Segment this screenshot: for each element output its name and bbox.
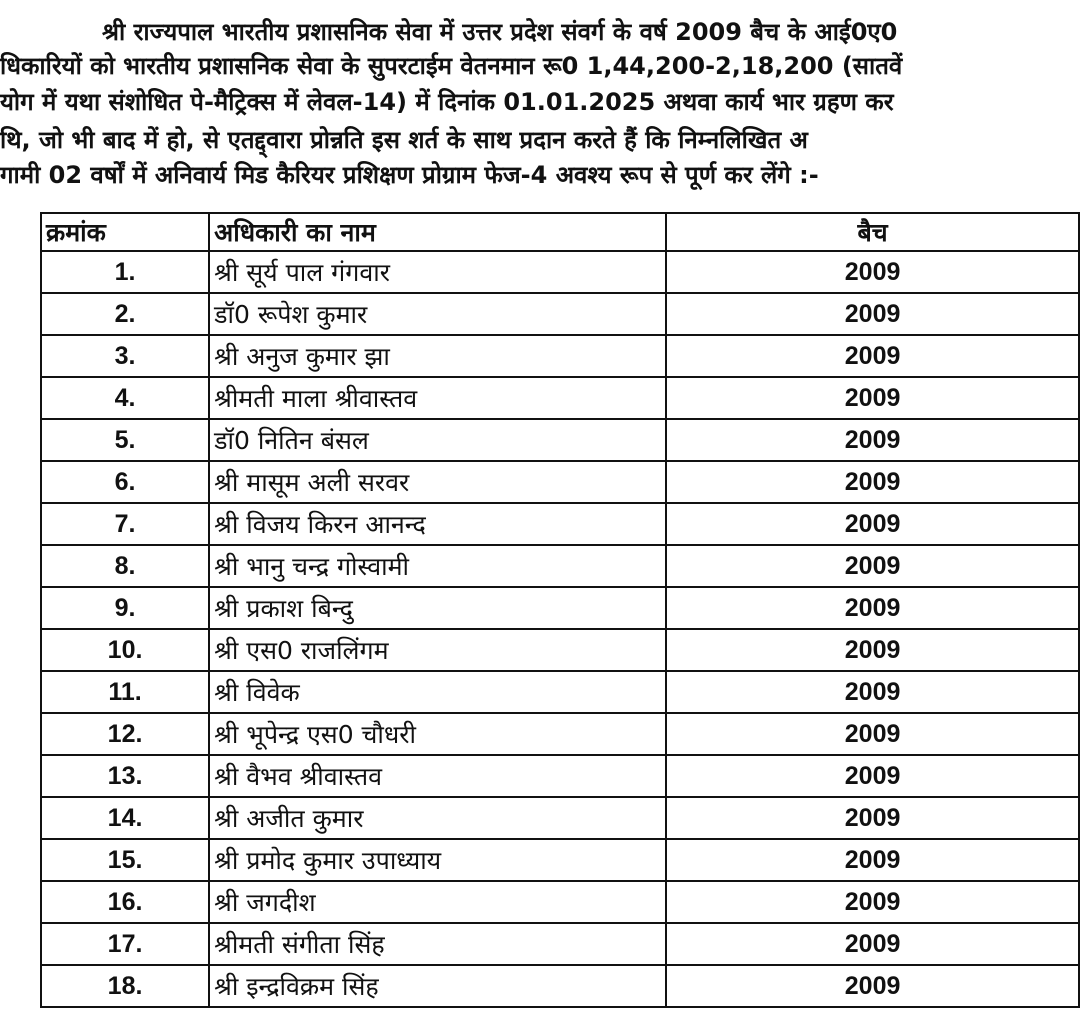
row-serial: 8. (41, 545, 209, 587)
table-row (41, 755, 1079, 797)
row-serial: 7. (41, 503, 209, 545)
row-batch: 2009 (666, 797, 1079, 839)
table-row (41, 251, 1079, 293)
row-batch: 2009 (666, 503, 1079, 545)
table-header-row (41, 213, 1079, 251)
row-officer-name: श्री एस0 राजलिंगम (209, 629, 666, 671)
row-officer-name: श्री अजीत कुमार (209, 797, 666, 839)
row-serial: 11. (41, 671, 209, 713)
table-row (41, 881, 1079, 923)
row-serial: 17. (41, 923, 209, 965)
intro-line-5: गामी 02 वर्षों में अनिवार्य मिड कैरियर प्रशिक्षण प्रोग्राम फेज-4 अवश्य रूप से पूर्ण कर लेंगे :- (0, 161, 819, 189)
table-row (41, 461, 1079, 503)
table-row (41, 377, 1079, 419)
table-row (41, 335, 1079, 377)
row-batch: 2009 (666, 251, 1079, 293)
table-row (41, 587, 1079, 629)
row-officer-name: श्री भानु चन्द्र गोस्वामी (209, 545, 666, 587)
row-officer-name: श्री भूपेन्द्र एस0 चौधरी (209, 713, 666, 755)
header-officer-name: अधिकारी का नाम (209, 213, 666, 251)
row-officer-name: श्री सूर्य पाल गंगवार (209, 251, 666, 293)
row-officer-name: श्री अनुज कुमार झा (209, 335, 666, 377)
row-batch: 2009 (666, 293, 1079, 335)
row-serial: 15. (41, 839, 209, 881)
row-batch: 2009 (666, 461, 1079, 503)
intro-line-4: थि, जो भी बाद में हो, से एतद्द्वारा प्रोन्नति इस शर्त के साथ प्रदान करते हैं कि निम्नलिखित अ (0, 126, 808, 154)
row-serial: 3. (41, 335, 209, 377)
intro-paragraph (0, 0, 1080, 200)
row-officer-name: श्री विजय किरन आनन्द (209, 503, 666, 545)
row-batch: 2009 (666, 881, 1079, 923)
row-batch: 2009 (666, 587, 1079, 629)
row-serial: 6. (41, 461, 209, 503)
table-row (41, 671, 1079, 713)
row-batch: 2009 (666, 755, 1079, 797)
row-batch: 2009 (666, 419, 1079, 461)
row-serial: 9. (41, 587, 209, 629)
row-batch: 2009 (666, 671, 1079, 713)
row-officer-name: श्रीमती संगीता सिंह (209, 923, 666, 965)
row-batch: 2009 (666, 713, 1079, 755)
row-batch: 2009 (666, 839, 1079, 881)
row-serial: 10. (41, 629, 209, 671)
row-officer-name: श्री वैभव श्रीवास्तव (209, 755, 666, 797)
table-row (41, 923, 1079, 965)
row-batch: 2009 (666, 545, 1079, 587)
row-officer-name: डॉ0 नितिन बंसल (209, 419, 666, 461)
table-row (41, 839, 1079, 881)
table-row (41, 293, 1079, 335)
header-batch: बैच (666, 213, 1079, 251)
row-serial: 18. (41, 965, 209, 1007)
table-row (41, 797, 1079, 839)
table-row (41, 419, 1079, 461)
intro-line-2: धिकारियों को भारतीय प्रशासनिक सेवा के सुपरटाईम वेतनमान रू0 1,44,200-2,18,200 (सातवें (0, 52, 903, 80)
row-batch: 2009 (666, 377, 1079, 419)
row-serial: 13. (41, 755, 209, 797)
intro-line-3: योग में यथा संशोधित पे-मैट्रिक्स में लेवल-14) में दिनांक 01.01.2025 अथवा कार्य भार ग्रहण कर (0, 88, 894, 116)
row-serial: 16. (41, 881, 209, 923)
header-serial: क्रमांक (41, 213, 209, 251)
row-batch: 2009 (666, 965, 1079, 1007)
row-batch: 2009 (666, 923, 1079, 965)
row-serial: 14. (41, 797, 209, 839)
row-serial: 4. (41, 377, 209, 419)
table-row (41, 965, 1079, 1007)
row-officer-name: श्री प्रमोद कुमार उपाध्याय (209, 839, 666, 881)
row-officer-name: डॉ0 रूपेश कुमार (209, 293, 666, 335)
table-row (41, 629, 1079, 671)
row-officer-name: श्री इन्द्रविक्रम सिंह (209, 965, 666, 1007)
officers-table (40, 212, 1080, 1008)
table-row (41, 713, 1079, 755)
row-serial: 5. (41, 419, 209, 461)
row-officer-name: श्री प्रकाश बिन्दु (209, 587, 666, 629)
row-serial: 1. (41, 251, 209, 293)
row-officer-name: श्रीमती माला श्रीवास्तव (209, 377, 666, 419)
row-serial: 12. (41, 713, 209, 755)
row-officer-name: श्री विवेक (209, 671, 666, 713)
row-serial: 2. (41, 293, 209, 335)
row-officer-name: श्री जगदीश (209, 881, 666, 923)
row-officer-name: श्री मासूम अली सरवर (209, 461, 666, 503)
row-batch: 2009 (666, 335, 1079, 377)
table-row (41, 545, 1079, 587)
row-batch: 2009 (666, 629, 1079, 671)
table-row (41, 503, 1079, 545)
intro-line-1: श्री राज्यपाल भारतीय प्रशासनिक सेवा में उत्तर प्रदेश संवर्ग के वर्ष 2009 बैच के आई0ए0 (102, 18, 898, 46)
